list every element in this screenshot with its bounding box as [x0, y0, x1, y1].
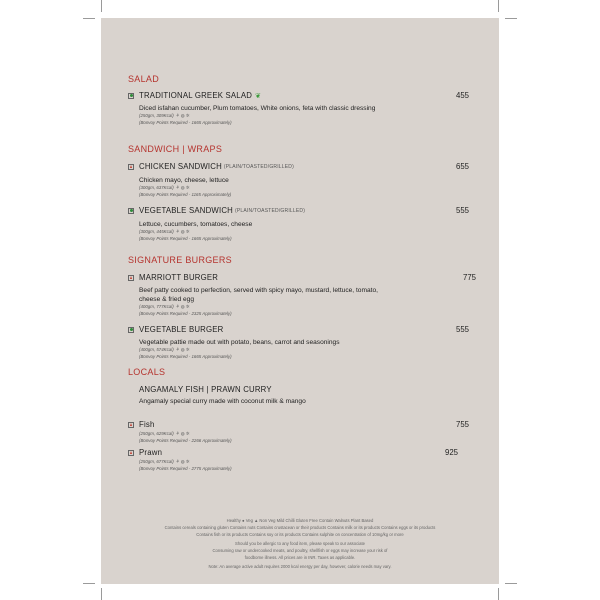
- item-points: (Bonvoy Points Required - 2266 Approximately): [139, 437, 232, 443]
- item-meta: (250gm, 629Kcal) ⚘ ◍ ✲: [139, 431, 190, 436]
- allergen-icons: ⚘ ◍ ✲: [175, 431, 190, 436]
- item-name: VEGETABLE SANDWICH: [139, 206, 234, 215]
- veg-icon: [128, 93, 134, 99]
- item-description: Chicken mayo, cheese, lettuce: [139, 177, 229, 184]
- menu-item-prawn: [128, 447, 468, 472]
- allergen-icons: ⚘ ◍ ✲: [175, 113, 190, 118]
- item-name: Fish: [139, 420, 155, 429]
- item-name: MARRIOTT BURGER: [139, 273, 219, 282]
- footer-calorie-note: Note: An average active adult requires 2000 kcal energy per day, however, calorie needs may vary.: [208, 564, 392, 569]
- allergen-icons: ⚘ ◍ ✲: [175, 185, 190, 190]
- crop-mark: [83, 583, 95, 584]
- item-meta: (250gm, 677Kcal) ⚘ ◍ ✲: [139, 459, 190, 464]
- item-points: (Bonvoy Points Required - 1665 Approximately): [139, 119, 232, 125]
- footer-legend-2: Contains cereals containing gluten Contains nuts Contains crustacean or their products Contains milk or its products Contains eggs or its products: [164, 525, 436, 530]
- allergen-icons: ⚘ ◍ ✲: [175, 229, 190, 234]
- menu-item-greek-salad: [128, 90, 468, 126]
- crop-mark: [83, 18, 95, 19]
- item-points: (Bonvoy Points Required - 2325 Approximately): [139, 310, 232, 316]
- item-description: Beef patty cooked to perfection, served with spicy mayo, mustard, lettuce, tomato, cheese & fried egg: [139, 287, 378, 303]
- item-price: 455: [455, 91, 469, 100]
- item-meta: (300gm, 445Kcal) ⚘ ◍ ✲: [139, 229, 190, 234]
- crop-mark: [498, 588, 499, 600]
- non-veg-icon: [128, 164, 134, 170]
- section-locals-title: LOCALS: [128, 367, 166, 377]
- non-veg-icon: [128, 450, 134, 456]
- footer-allergy-note: Should you be allergic to any food item, please speak to our associate: [235, 541, 365, 546]
- section-salad-title: SALAD: [128, 74, 160, 84]
- item-price: 775: [462, 273, 476, 282]
- menu-item-vegetable-sandwich: [128, 205, 468, 242]
- item-name: Prawn: [139, 448, 163, 457]
- item-points: (Bonvoy Points Required - 2775 Approximately): [139, 465, 232, 471]
- item-description: Diced isfahan cucumber, Plum tomatoes, White onions, feta with classic dressing: [139, 105, 376, 112]
- item-points: (Bonvoy Points Required - 1665 Approximately): [139, 235, 232, 241]
- item-price: 555: [455, 325, 469, 334]
- crop-mark: [498, 0, 499, 12]
- allergen-icons: ⚘ ◍ ✲: [175, 304, 190, 309]
- item-price: 925: [444, 448, 458, 457]
- item-name: TRADITIONAL GREEK SALAD: [139, 91, 253, 100]
- item-price: 755: [455, 420, 469, 429]
- item-note: (PLAIN/TOASTED/GRILLED): [235, 207, 306, 214]
- menu-item-marriott-burger: [128, 272, 476, 317]
- footer-prices-note: foodborne illness. All prices are in INR. Taxes as applicable.: [244, 555, 356, 560]
- footer-legend-3: Contains fish or its products Contains soy or its products Contains sulphite on concentration of 10mg/kg or more: [196, 532, 404, 537]
- allergen-icons: ⚘ ◍ ✲: [175, 459, 190, 464]
- crop-mark: [505, 583, 517, 584]
- menu-page: [101, 18, 499, 584]
- footer-raw-food-note: Consuming raw or undercooked meats, and poultry, shellfish or eggs may increase your risk of: [212, 548, 388, 553]
- section-burgers-title: SIGNATURE BURGERS: [128, 255, 232, 265]
- locals-subheading: ANGAMALY FISH | PRAWN CURRY: [139, 385, 272, 394]
- footer-legend-1: Healthy ● Veg ▲ Non Veg Mild Chilli Gluten Free Contain Walnuts Plant Based: [226, 518, 374, 523]
- item-meta: (400gm, 574Kcal) ⚘ ◍ ✲: [139, 347, 190, 352]
- section-sandwich-title: SANDWICH | WRAPS: [128, 144, 223, 154]
- non-veg-icon: [128, 422, 134, 428]
- allergen-icons: ⚘ ◍ ✲: [175, 347, 190, 352]
- item-points: (Bonvoy Points Required - 1665 Approximately): [139, 353, 232, 359]
- item-price: 555: [455, 206, 469, 215]
- crop-mark: [505, 18, 517, 19]
- menu-item-fish: [128, 419, 468, 444]
- item-name: VEGETABLE BURGER: [139, 325, 224, 334]
- item-name: CHICKEN SANDWICH: [139, 162, 222, 171]
- locals-description: Angamaly special curry made with coconut milk & mango: [139, 398, 306, 405]
- non-veg-icon: [128, 275, 134, 281]
- item-meta: (300gm, 637Kcal) ⚘ ◍ ✲: [139, 185, 190, 190]
- item-points: (Bonvoy Points Required - 1165 Approximately): [139, 191, 232, 197]
- menu-item-chicken-sandwich: [128, 161, 468, 198]
- crop-mark: [101, 0, 102, 12]
- menu-item-vegetable-burger: [128, 324, 468, 360]
- item-meta: (250gm, 309Kcal) ⚘ ◍ ✲: [139, 113, 190, 118]
- plant-based-icon: ❦: [255, 92, 261, 100]
- item-note: (PLAIN/TOASTED/GRILLED): [223, 163, 294, 170]
- item-description: Vegetable pattie made out with potato, beans, carrot and seasonings: [139, 339, 340, 346]
- veg-icon: [128, 208, 134, 214]
- veg-icon: [128, 327, 134, 333]
- item-description: Lettuce, cucumbers, tomatoes, cheese: [139, 221, 253, 228]
- crop-mark: [101, 588, 102, 600]
- item-meta: (400gm, 777Kcal) ⚘ ◍ ✲: [139, 304, 190, 309]
- item-price: 655: [455, 162, 469, 171]
